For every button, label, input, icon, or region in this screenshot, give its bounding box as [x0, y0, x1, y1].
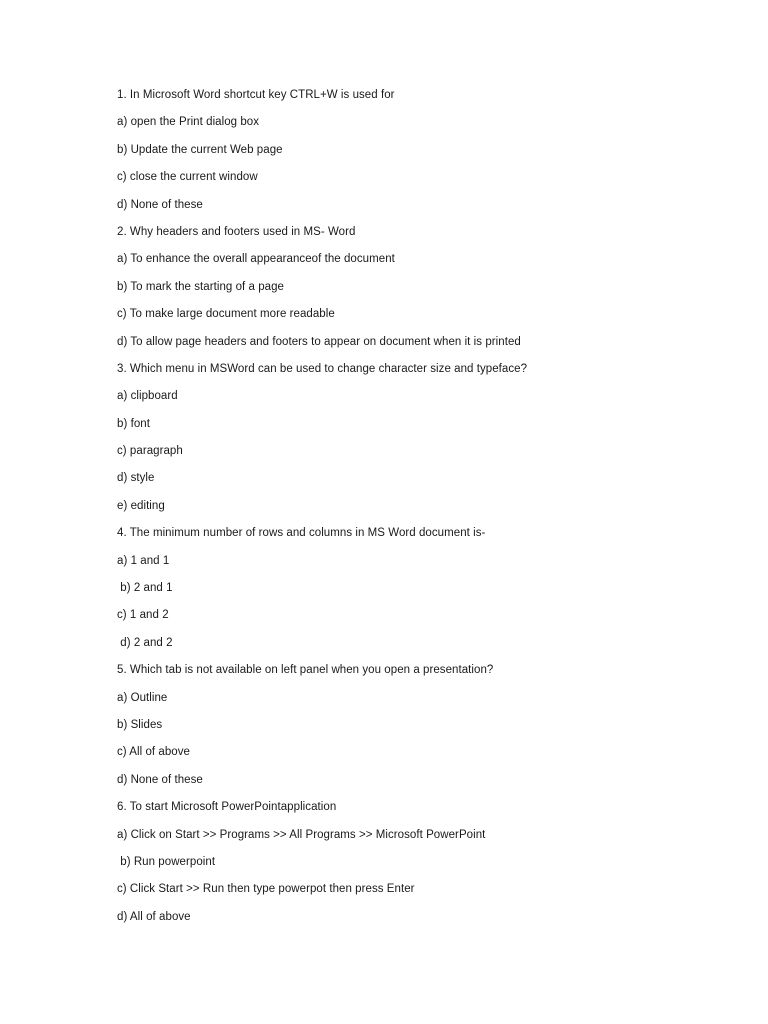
question-6-option-b: b) Run powerpoint: [117, 855, 216, 868]
question-6-option-d: d) All of above: [117, 910, 191, 923]
question-4-option-a: a) 1 and 1: [117, 554, 170, 567]
question-3-option-e: e) editing: [117, 499, 165, 512]
question-3-option-c: c) paragraph: [117, 445, 183, 458]
question-5-option-b: b) Slides: [117, 718, 163, 731]
question-1-text: 1. In Microsoft Word shortcut key CTRL+W is used for: [117, 89, 395, 101]
question-5-option-d: d) None of these: [117, 773, 203, 786]
question-1-option-c: c) close the current window: [117, 171, 258, 184]
question-3-text: 3. Which menu in MSWord can be used to change character size and typeface?: [117, 362, 528, 375]
question-4-option-c: c) 1 and 2: [117, 609, 169, 622]
question-3-option-d: d) style: [117, 472, 155, 485]
document-body: [117, 87, 737, 936]
question-4-option-d: d) 2 and 2: [117, 636, 173, 649]
question-6-option-a: a) Click on Start >> Programs >> All Programs >> Microsoft PowerPoint: [117, 828, 486, 841]
question-1-option-b: b) Update the current Web page: [117, 143, 283, 156]
question-2-option-a: a) To enhance the overall appearanceof the document: [117, 253, 395, 266]
question-2-text: 2. Why headers and footers used in MS- Word: [117, 225, 356, 238]
question-2-option-d: d) To allow page headers and footers to appear on document when it is printed: [117, 335, 521, 348]
question-2-option-b: b) To mark the starting of a page: [117, 280, 285, 293]
question-6-option-c: c) Click Start >> Run then type powerpot then press Enter: [117, 883, 415, 896]
question-1-option-d: d) None of these: [117, 198, 203, 211]
question-5-option-c: c) All of above: [117, 746, 190, 759]
question-4-text: 4. The minimum number of rows and columns in MS Word document is-: [117, 527, 486, 540]
question-3-option-a: a) clipboard: [117, 390, 178, 403]
question-3-option-b: b) font: [117, 417, 150, 430]
question-4-option-b: b) 2 and 1: [117, 582, 173, 595]
question-5-option-a: a) Outline: [117, 691, 168, 704]
question-5-text: 5. Which tab is not available on left panel when you open a presentation?: [117, 664, 494, 677]
question-1-option-a: a) open the Print dialog box: [117, 116, 260, 129]
question-6-text: 6. To start Microsoft PowerPointapplication: [117, 801, 337, 814]
question-2-option-c: c) To make large document more readable: [117, 308, 335, 321]
